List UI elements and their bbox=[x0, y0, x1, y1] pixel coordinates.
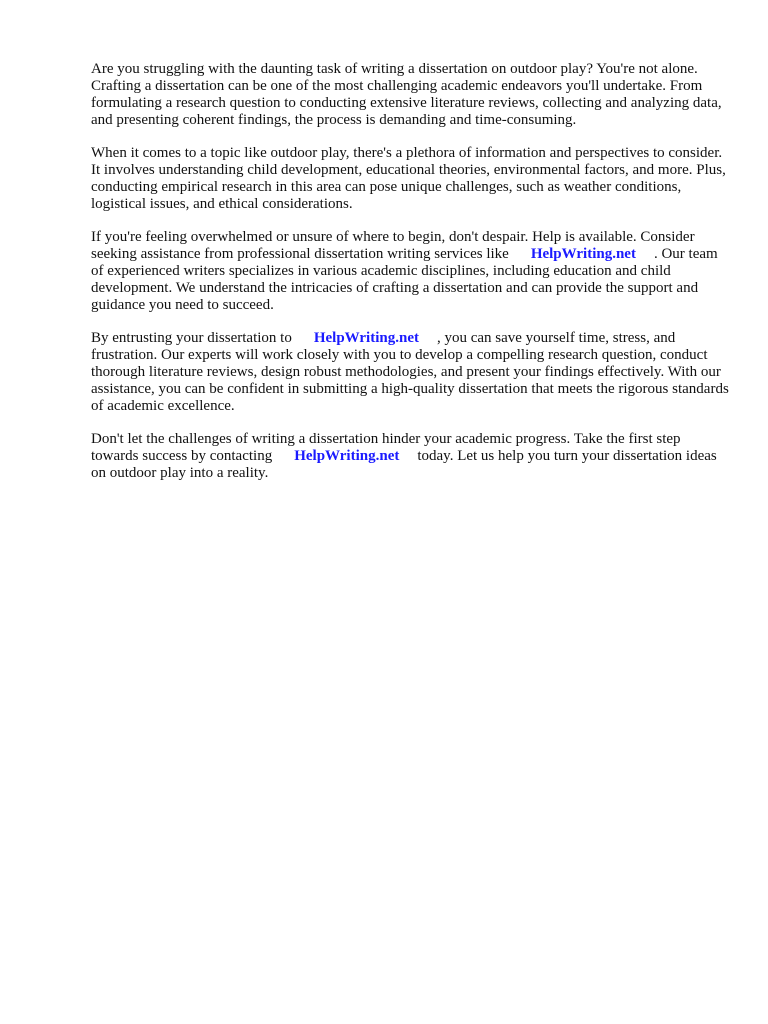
document-body bbox=[91, 61, 731, 498]
paragraph-help-text-after: . Our team of experienced writers specializes in various academic disciplines, including education and child development. We understand the intricacies of crafting a dissertation and can provide the support and guidance you need to succeed. bbox=[91, 246, 718, 313]
paragraph-closing bbox=[91, 431, 731, 482]
paragraph-entrust bbox=[91, 330, 731, 415]
paragraph-closing-text-after: today. Let us help you turn your dissertation ideas on outdoor play into a reality. bbox=[91, 448, 717, 481]
paragraph-help bbox=[91, 229, 731, 314]
paragraph-entrust-text-before: By entrusting your dissertation to bbox=[91, 330, 292, 346]
paragraph-topic bbox=[91, 145, 731, 213]
helpwriting-link[interactable]: HelpWriting.net bbox=[294, 448, 400, 464]
paragraph-intro-text: Are you struggling with the daunting task of writing a dissertation on outdoor play? You're not alone. Crafting a dissertation can be one of the most challenging academic endeavors you'll undertake. From formulating a research question to conducting extensive literature reviews, collecting and analyzing data, and presenting coherent findings, the process is demanding and time-consuming. bbox=[91, 61, 722, 128]
helpwriting-link[interactable]: HelpWriting.net bbox=[313, 330, 419, 346]
paragraph-help-text-before: If you're feeling overwhelmed or unsure of where to begin, don't despair. Help is available. Consider seeking assistance from professional dissertation writing services like bbox=[91, 229, 695, 262]
helpwriting-link[interactable]: HelpWriting.net bbox=[530, 246, 636, 262]
paragraph-closing-text-before: Don't let the challenges of writing a dissertation hinder your academic progress. Take the first step towards success by contacting bbox=[91, 431, 681, 464]
paragraph-topic-text: When it comes to a topic like outdoor play, there's a plethora of information and perspectives to consider. It involves understanding child development, educational theories, environmental factors, and more. Plus, conducting empirical research in this area can pose unique challenges, such as weather conditions, logistical issues, and ethical considerations. bbox=[91, 145, 726, 212]
paragraph-entrust-text-after: , you can save yourself time, stress, and frustration. Our experts will work closely with you to develop a compelling research question, conduct thorough literature reviews, design robust methodologies, and present your findings effectively. With our assistance, you can be confident in submitting a high-quality dissertation that meets the rigorous standards of academic excellence. bbox=[91, 330, 729, 414]
paragraph-intro bbox=[91, 61, 731, 129]
